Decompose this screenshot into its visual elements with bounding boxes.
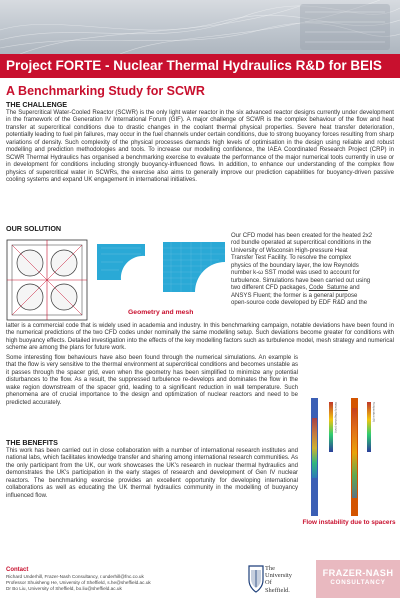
text-line: ANSYS Fluent; the former is a general purpose <box>231 292 358 299</box>
benefits-heading: THE BENEFITS <box>6 438 58 447</box>
contact-block <box>6 567 236 593</box>
velocity-contour <box>311 398 318 516</box>
page-subtitle: A Benchmarking Study for SCWR <box>6 84 205 98</box>
text-line: Our CFD model has been created for the heated 2x2 <box>231 233 373 239</box>
challenge-text: The Supercritical Water-Cooled Reactor (SCWR) is the only light water reactor in the six advanced reactor designs currently under development in the framework of the Generation IV International Forum (GIF). A major challenge of SCWR is the complex behaviour of the flow and heat transfer at supercritical conditions due to drastic changes in the coolant thermal physical properties. Severe heat transfer deterioration, potentially leading to fuel pin failures, may occur in the fuel channels under certain conditions, due to strong buoyancy forces resulting from sharp variations of density. Such complexity of the physical processes demands high levels of optimisation in the design using reliable and robust modelling and prediction methodologies and tools. To increase our modelling confidence, the IAEA Coordinated Research Project (CRP) in SCWR Thermal Hydraulics has organised a benchmarking exercise to evaluate the performance of the major numerical tools currently in use or in development for conditions including strongly buoyancy-influenced flows. In addition, to enhance our understanding of the complex flow physics of supercritical water in SCWRs, the exercise also aims to generally improve our prediction capabilities for buoyancy-driven passive cooling systems and expand UK engagement in international initiatives. <box>6 110 394 184</box>
hero-graphic <box>0 0 400 54</box>
uos-wordmark: The University Of Sheffield. <box>265 565 292 594</box>
flow-behaviour-text: Some interesting flow behaviours have also been found through the numerical simulations. An example is that the flow is very sensitive to the thermal environment at supercritical conditions and becomes unstable as it passes through the spacer grid, even when the geometry has been simplified to minimize any potential disturbances to the flow. As a result, the suppressed turbulence re-develops and dominates the flow in the wake region downstream of the spacer grid, leading to a significant reduction in wall temperature. Such phenomena are of crucial importance to the design and optimization of nuclear reactors and need to be predicted accurately. <box>6 355 298 406</box>
velocity-colour-scale <box>329 402 333 452</box>
contact-title: Contact <box>6 567 29 573</box>
temperature-scale-label: Temperature (K) <box>372 402 376 423</box>
crest-icon <box>249 566 263 592</box>
temperature-colour-scale <box>367 402 371 452</box>
mesh-detail-diagram <box>163 242 225 292</box>
solution-full-text: latter is a commercial code that is widely used in academia and industry. In this benchmarking campaign, notable deviations have been found in the numerical predictions of the two CFD codes under nominally the same modelling setup. Such deviations become greater for conditions with high buoyancy effects. Detailed investigation into the effects of the key modelling factors such as turbulence model, mesh strategy and numerical scheme are among the plans for future work. <box>6 323 394 352</box>
benefits-text: This work has been carried out in close collaboration with a number of international research institutes and national labs, which facilitates knowledge transfer and sharing among international research communities. As the only participant from the UK, our work showcases the UK's research in nuclear thermal hydraulics and demonstrates the UK's participation in the early stages of research and development of Gen IV nuclear reactors. The benchmarking exercise provides an excellent opportunity for developing international collaborations as well as educating the UK thermal hydraulics community in the modelling of buoyancy influenced flow. <box>6 448 298 499</box>
hero-image <box>0 0 400 54</box>
geometry-mesh-figure <box>5 236 231 328</box>
geometry-caption: Geometry and mesh <box>128 309 194 316</box>
contact-line[interactable]: Richard Underhill, Frazer-Nash Consultancy, r.underhill@fnc.co.uk <box>6 574 144 579</box>
text-line: University of Wisconsin High-pressure Heat <box>231 247 348 254</box>
mesh-quarter-diagram <box>97 244 145 308</box>
velocity-scale-label: Velocity Magnitude (m/s) <box>334 402 338 433</box>
text-line: number k-ω SST model was used to account for <box>231 270 360 277</box>
code-saturne-link[interactable]: Code_Saturne <box>308 285 348 292</box>
challenge-heading: THE CHALLENGE <box>6 100 68 109</box>
rod-bundle-diagram <box>7 240 87 320</box>
flow-instability-caption: Flow instability due to spacers <box>302 519 396 526</box>
contact-line[interactable]: Professor Shuisheng He, University of Sheffield, s.he@sheffield.ac.uk <box>6 580 151 586</box>
text-line: turbulence. Simulations have been carried out using <box>231 277 371 284</box>
text-line: physics of the boundary layer, the low Reynolds <box>231 262 359 269</box>
text-line: open-source code developed by EDF R&D and the <box>231 300 368 307</box>
frazer-nash-wordmark: FRAZER-NASH CONSULTANCY <box>322 568 394 586</box>
flow-contour-figure <box>305 398 397 518</box>
solution-right-text <box>231 233 396 308</box>
text-line: two different CFD packages, Code_Saturne and <box>231 285 360 292</box>
banner-title: Project FORTE - Nuclear Thermal Hydraulics R&D for BEIS <box>0 54 400 78</box>
text-line: rod bundle operated at supercritical conditions in the <box>231 240 372 247</box>
solution-heading: OUR SOLUTION <box>6 224 62 233</box>
text-line: Transfer Test Facility. To resolve the complex <box>231 255 352 262</box>
temperature-contour <box>351 398 358 516</box>
contact-line[interactable]: Dr Bo Liu, University of Sheffield, bo.liu@sheffield.ac.uk <box>6 586 122 592</box>
